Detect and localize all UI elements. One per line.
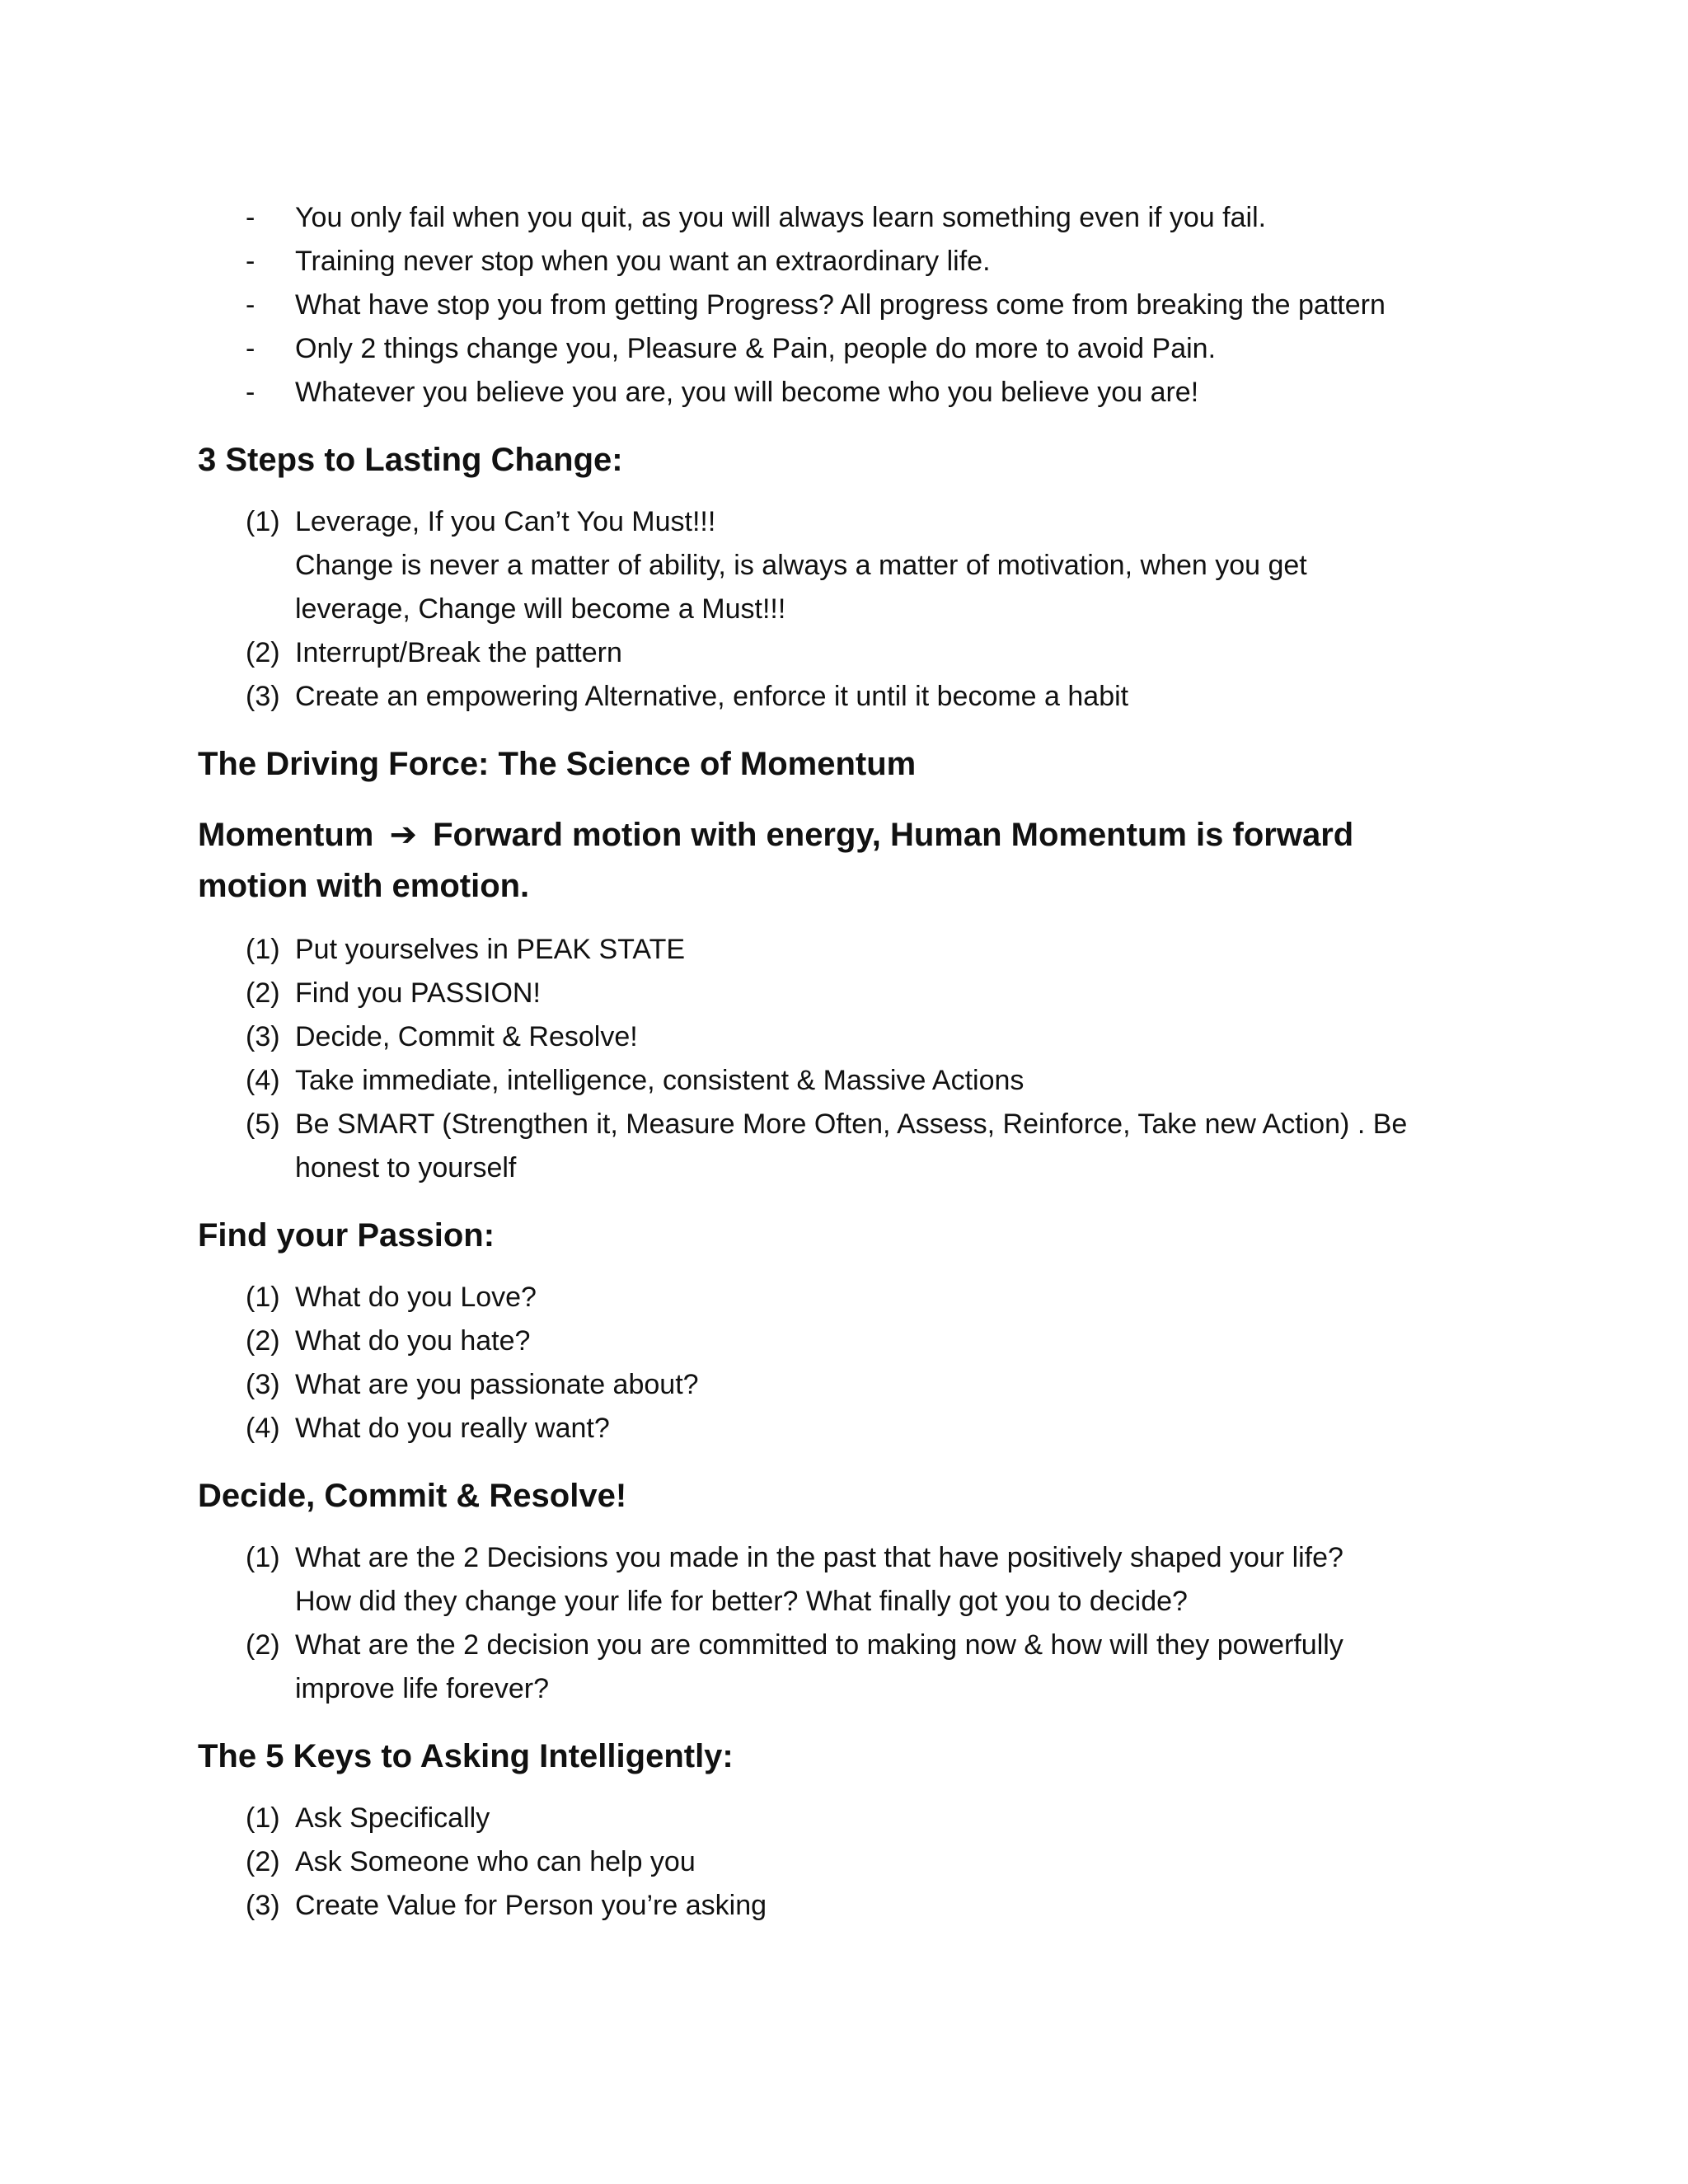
asking-heading: The 5 Keys to Asking Intelligently:	[198, 1738, 734, 1774]
list-item	[198, 675, 1517, 719]
decide-list	[198, 1536, 1517, 1711]
item-number: (3)	[246, 1890, 280, 1921]
item-text: What are the 2 Decisions you made in the past that have positively shaped your life?	[295, 1542, 1343, 1573]
list-item	[198, 1319, 1517, 1363]
item-text: What are you passionate about?	[295, 1369, 699, 1400]
item-text: What do you hate?	[295, 1325, 531, 1357]
item-number: (1)	[246, 934, 280, 965]
list-item	[198, 1884, 1517, 1928]
item-number: (1)	[246, 1542, 280, 1573]
item-text: Put yourselves in PEAK STATE	[295, 934, 686, 965]
list-item	[198, 1276, 1517, 1319]
list-item	[198, 1059, 1517, 1103]
driving-force-heading: The Driving Force: The Science of Momentum	[198, 746, 917, 782]
decide-heading: Decide, Commit & Resolve!	[198, 1478, 627, 1514]
item-number: (2)	[246, 1629, 280, 1661]
passion-heading: Find your Passion:	[198, 1217, 495, 1254]
bullet-text: What have stop you from getting Progress? All progress come from breaking the pattern	[295, 289, 1386, 321]
bullet-item	[198, 240, 1517, 284]
item-text: Change is never a matter of ability, is always a matter of motivation, when you get	[295, 550, 1307, 581]
item-text: What do you really want?	[295, 1413, 610, 1444]
item-number: (3)	[246, 1021, 280, 1052]
momentum-term: Momentum	[198, 817, 374, 853]
bullet-text: You only fail when you quit, as you will always learn something even if you fail.	[295, 202, 1267, 233]
list-item	[198, 500, 1517, 631]
list-item	[198, 1797, 1517, 1840]
list-item	[198, 972, 1517, 1015]
item-text: Take immediate, intelligence, consistent & Massive Actions	[295, 1065, 1025, 1096]
item-text: Interrupt/Break the pattern	[295, 637, 622, 668]
list-item	[198, 1536, 1517, 1624]
bullet-item	[198, 196, 1517, 240]
bullet-marker: -	[246, 333, 256, 364]
momentum-list	[198, 928, 1517, 1190]
bullet-marker: -	[246, 377, 256, 408]
momentum-definition: Forward motion with energy, Human Momentum is forward	[433, 817, 1354, 853]
item-text: honest to yourself	[295, 1152, 517, 1183]
item-number: (2)	[246, 977, 280, 1009]
bullet-marker: -	[246, 202, 256, 233]
item-text: What do you Love?	[295, 1282, 537, 1313]
item-text: Find you PASSION!	[295, 977, 541, 1009]
bullet-item	[198, 284, 1517, 327]
bullet-marker: -	[246, 289, 256, 321]
bullet-text: Only 2 things change you, Pleasure & Pain, people do more to avoid Pain.	[295, 333, 1217, 364]
item-number: (1)	[246, 1802, 280, 1834]
intro-bullet-list	[198, 196, 1517, 415]
item-text: Create Value for Person you’re asking	[295, 1890, 767, 1921]
item-text: Create an empowering Alternative, enforce it until it become a habit	[295, 681, 1129, 712]
lasting-change-list	[198, 500, 1517, 719]
list-item	[198, 1624, 1517, 1711]
list-item	[198, 1840, 1517, 1884]
list-item	[198, 1015, 1517, 1059]
bullet-text: Training never stop when you want an extraordinary life.	[295, 246, 991, 277]
item-number: (1)	[246, 506, 280, 537]
right-arrow-icon: ➔	[389, 817, 417, 853]
list-item	[198, 1407, 1517, 1451]
item-text: Ask Someone who can help you	[295, 1846, 696, 1877]
item-text: What are the 2 decision you are committed to making now & how will they powerfully	[295, 1629, 1343, 1661]
momentum-definition-heading	[198, 809, 1517, 912]
item-text: Be SMART (Strengthen it, Measure More Often, Assess, Reinforce, Take new Action) . Be	[295, 1108, 1408, 1140]
item-number: (4)	[246, 1413, 280, 1444]
item-number: (2)	[246, 1325, 280, 1357]
item-number: (2)	[246, 1846, 280, 1877]
asking-list	[198, 1797, 1517, 1928]
list-item	[198, 631, 1517, 675]
item-text: leverage, Change will become a Must!!!	[295, 593, 786, 625]
momentum-definition-cont: motion with emotion.	[198, 868, 530, 904]
item-number: (1)	[246, 1282, 280, 1313]
item-text: Leverage, If you Can’t You Must!!!	[295, 506, 716, 537]
list-item	[198, 1363, 1517, 1407]
list-item	[198, 928, 1517, 972]
passion-list	[198, 1276, 1517, 1451]
document-content	[198, 196, 1517, 1928]
item-text: Decide, Commit & Resolve!	[295, 1021, 638, 1052]
item-text: improve life forever?	[295, 1673, 550, 1704]
list-item	[198, 1103, 1517, 1190]
item-text: Ask Specifically	[295, 1802, 490, 1834]
bullet-item	[198, 371, 1517, 415]
item-text: How did they change your life for better? What finally got you to decide?	[295, 1586, 1188, 1617]
lasting-change-heading: 3 Steps to Lasting Change:	[198, 442, 623, 478]
item-number: (3)	[246, 681, 280, 712]
bullet-item	[198, 327, 1517, 371]
item-number: (5)	[246, 1108, 280, 1140]
item-number: (2)	[246, 637, 280, 668]
bullet-text: Whatever you believe you are, you will become who you believe you are!	[295, 377, 1199, 408]
item-number: (4)	[246, 1065, 280, 1096]
item-number: (3)	[246, 1369, 280, 1400]
bullet-marker: -	[246, 246, 256, 277]
